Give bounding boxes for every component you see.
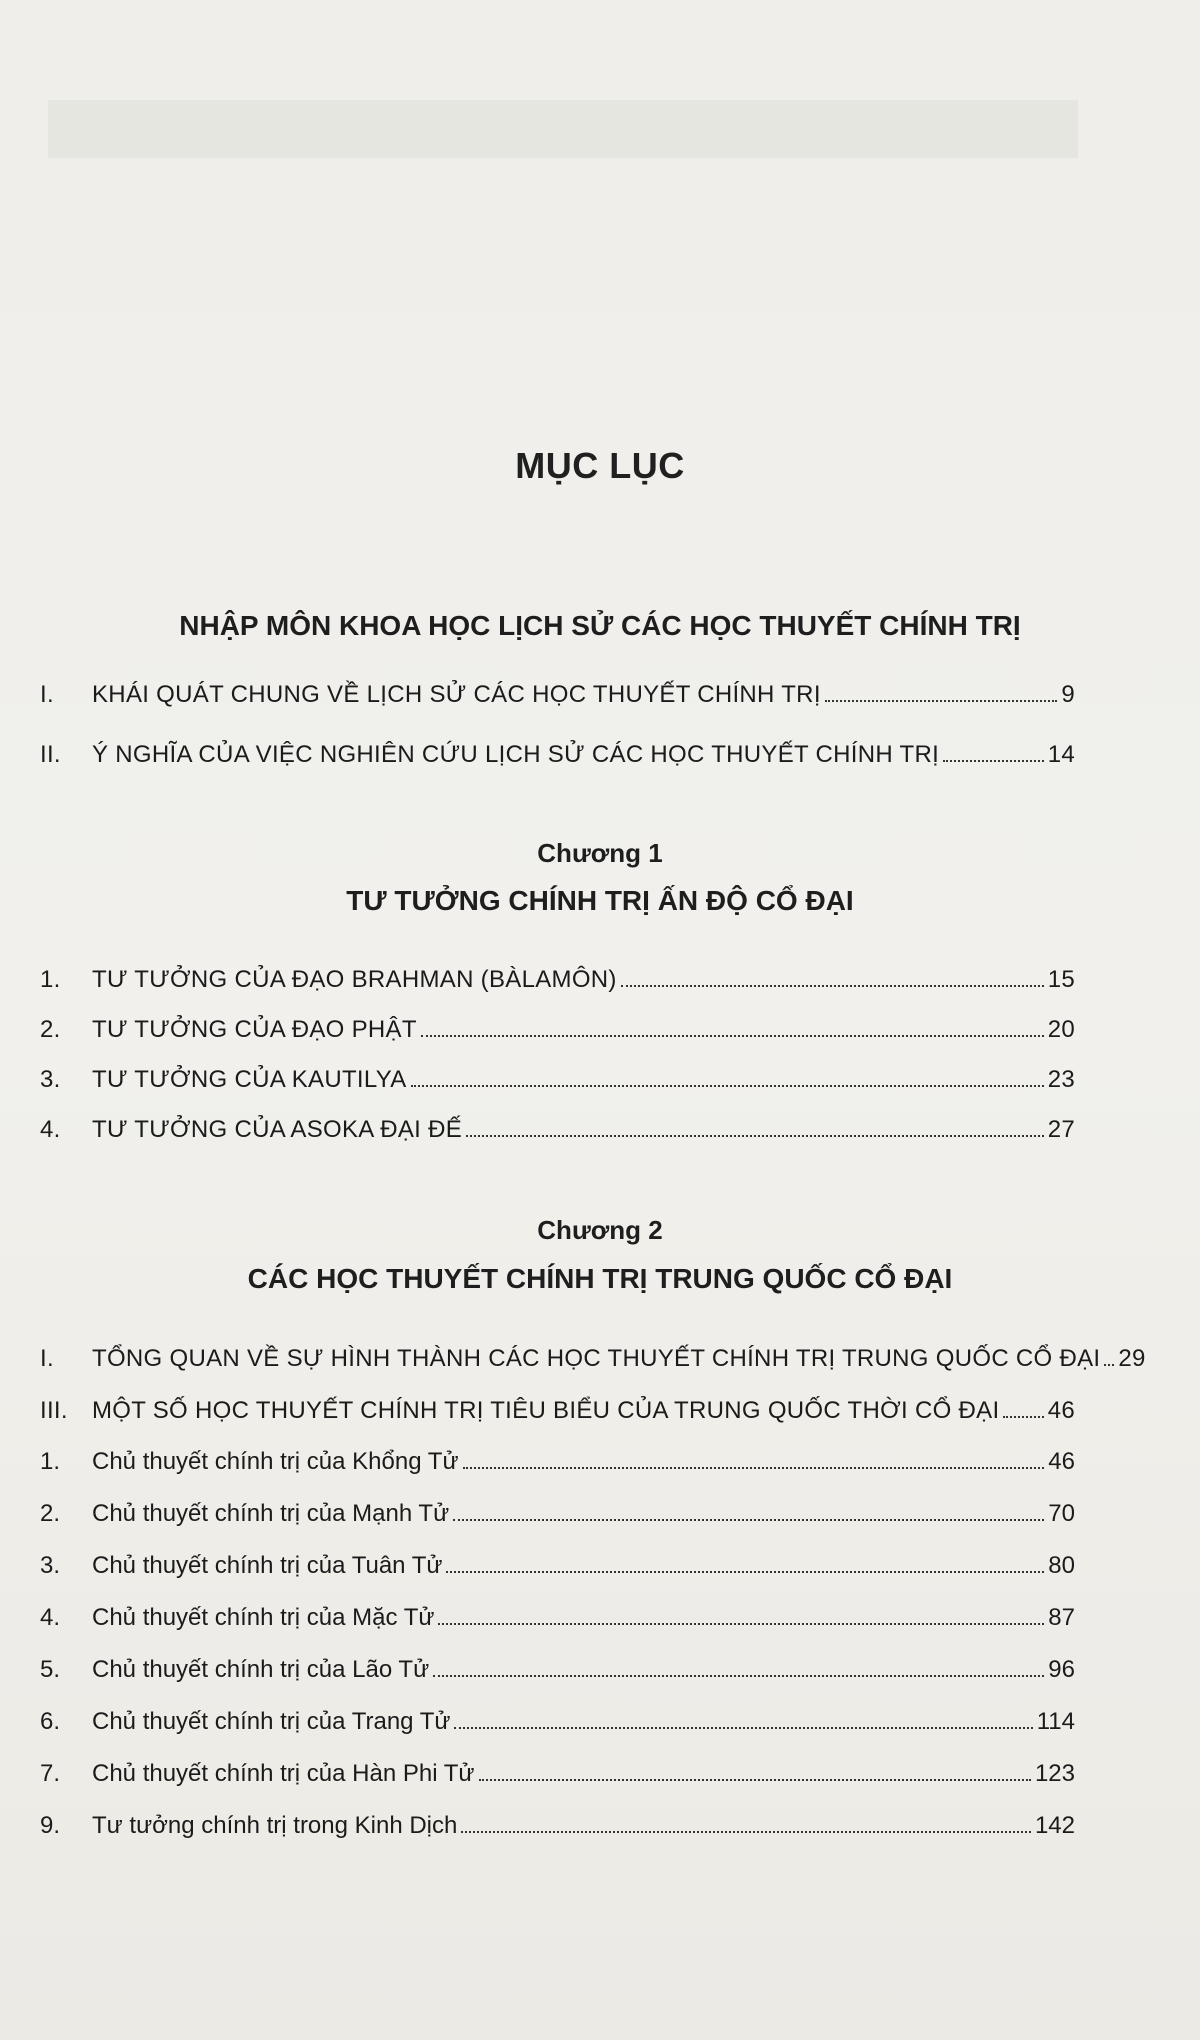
entry-number: 1. xyxy=(40,1448,61,1475)
dot-leader xyxy=(454,1727,1032,1729)
dot-leader xyxy=(438,1623,1044,1625)
toc-entry[interactable] xyxy=(40,1008,1075,1044)
entry-label: KHÁI QUÁT CHUNG VỀ LỊCH SỬ CÁC HỌC THUYẾT CHÍNH TRỊ xyxy=(92,681,821,708)
entry-number: 1. xyxy=(40,966,61,993)
entry-label: Chủ thuyết chính trị của Hàn Phi Tử xyxy=(92,1760,475,1787)
dot-leader xyxy=(453,1519,1044,1521)
dot-leader xyxy=(463,1467,1045,1469)
entry-label: TƯ TƯỞNG CỦA ĐẠO BRAHMAN (BÀLAMÔN) xyxy=(92,966,617,993)
entry-page: 46 xyxy=(1047,1397,1075,1424)
dot-leader xyxy=(446,1571,1044,1573)
entry-number: I. xyxy=(40,1345,54,1372)
entry-number: 7. xyxy=(40,1760,61,1787)
entry-label: Ý NGHĨA CỦA VIỆC NGHIÊN CỨU LỊCH SỬ CÁC HỌC THUYẾT CHÍNH TRỊ xyxy=(92,741,940,768)
dot-leader xyxy=(466,1135,1044,1137)
chapter-1-label: Chương 1 xyxy=(537,838,663,868)
entry-page: 20 xyxy=(1047,1016,1075,1043)
entry-number: 3. xyxy=(40,1552,61,1579)
toc-entry[interactable] xyxy=(40,1752,1075,1788)
entry-page: 46 xyxy=(1048,1448,1075,1475)
entry-number: 2. xyxy=(40,1500,61,1527)
entry-page: 123 xyxy=(1034,1760,1075,1787)
entry-page: 96 xyxy=(1048,1656,1075,1683)
dot-leader xyxy=(943,760,1044,762)
entry-label: Chủ thuyết chính trị của Khổng Tử xyxy=(92,1448,459,1475)
dot-leader xyxy=(479,1779,1031,1781)
dot-leader xyxy=(411,1085,1044,1087)
entry-label: TƯ TƯỞNG CỦA ASOKA ĐẠI ĐẾ xyxy=(92,1116,463,1143)
entry-number: 9. xyxy=(40,1812,61,1839)
chapter-1-title: TƯ TƯỞNG CHÍNH TRỊ ẤN ĐỘ CỔ ĐẠI xyxy=(346,885,854,916)
entry-label: MỘT SỐ HỌC THUYẾT CHÍNH TRỊ TIÊU BIỂU CỦA TRUNG QUỐC THỜI CỔ ĐẠI xyxy=(92,1397,1000,1424)
entry-number: II. xyxy=(40,741,61,768)
toc-entry[interactable] xyxy=(40,1648,1075,1684)
entry-page: 23 xyxy=(1047,1066,1075,1093)
entry-label: Chủ thuyết chính trị của Lão Tử xyxy=(92,1656,430,1683)
dot-leader xyxy=(433,1675,1044,1677)
toc-entry[interactable] xyxy=(40,1492,1075,1528)
toc-entry[interactable] xyxy=(40,1804,1075,1840)
entry-label: Chủ thuyết chính trị của Mặc Tử xyxy=(92,1604,435,1631)
entry-page: 27 xyxy=(1047,1116,1075,1143)
toc-entry[interactable] xyxy=(40,733,1075,769)
entry-page: 80 xyxy=(1048,1552,1075,1579)
toc-entry[interactable] xyxy=(40,1544,1075,1580)
entry-number: III. xyxy=(40,1397,68,1424)
dot-leader xyxy=(621,985,1044,987)
chapter-2-title: CÁC HỌC THUYẾT CHÍNH TRỊ TRUNG QUỐC CỔ ĐẠI xyxy=(247,1263,953,1294)
entry-number: 2. xyxy=(40,1016,61,1043)
toc-entry[interactable] xyxy=(40,1389,1075,1425)
entry-label: TỔNG QUAN VỀ SỰ HÌNH THÀNH CÁC HỌC THUYẾT CHÍNH TRỊ TRUNG QUỐC CỔ ĐẠI xyxy=(92,1345,1101,1372)
entry-page: 87 xyxy=(1048,1604,1075,1631)
toc-entry[interactable] xyxy=(40,1337,1146,1373)
show-through-header-bar xyxy=(48,100,1078,158)
entry-page: 14 xyxy=(1047,741,1075,768)
entry-number: 6. xyxy=(40,1708,61,1735)
toc-entry[interactable] xyxy=(40,1440,1075,1476)
entry-number: 4. xyxy=(40,1604,61,1631)
toc-entry[interactable] xyxy=(40,673,1075,709)
toc-entry[interactable] xyxy=(40,1596,1075,1632)
entry-number: 4. xyxy=(40,1116,61,1143)
toc-entry[interactable] xyxy=(40,1058,1075,1094)
dot-leader xyxy=(825,700,1058,702)
entry-page: 114 xyxy=(1036,1708,1075,1735)
dot-leader xyxy=(421,1035,1044,1037)
entry-number: 3. xyxy=(40,1066,61,1093)
intro-section-title: NHẬP MÔN KHOA HỌC LỊCH SỬ CÁC HỌC THUYẾT CHÍNH TRỊ xyxy=(179,610,1021,641)
toc-entry[interactable] xyxy=(40,958,1075,994)
entry-page: 70 xyxy=(1048,1500,1075,1527)
dot-leader xyxy=(1003,1416,1043,1418)
entry-number: I. xyxy=(40,681,54,708)
toc-entry[interactable] xyxy=(40,1108,1075,1144)
entry-label: Tư tưởng chính trị trong Kinh Dịch xyxy=(92,1812,458,1839)
entry-label: TƯ TƯỞNG CỦA KAUTILYA xyxy=(92,1066,407,1093)
dot-leader xyxy=(1104,1364,1114,1366)
chapter-2-label: Chương 2 xyxy=(537,1215,663,1245)
entry-page: 29 xyxy=(1118,1345,1146,1372)
entry-label: Chủ thuyết chính trị của Mạnh Tử xyxy=(92,1500,450,1527)
entry-label: TƯ TƯỞNG CỦA ĐẠO PHẬT xyxy=(92,1016,417,1043)
entry-page: 15 xyxy=(1047,966,1075,993)
dot-leader xyxy=(461,1831,1031,1833)
entry-label: Chủ thuyết chính trị của Trang Tử xyxy=(92,1708,451,1735)
toc-title: MỤC LỤC xyxy=(515,445,685,486)
entry-label: Chủ thuyết chính trị của Tuân Tử xyxy=(92,1552,443,1579)
entry-page: 9 xyxy=(1061,681,1075,708)
entry-number: 5. xyxy=(40,1656,61,1683)
entry-page: 142 xyxy=(1034,1812,1075,1839)
toc-entry[interactable] xyxy=(40,1700,1075,1736)
